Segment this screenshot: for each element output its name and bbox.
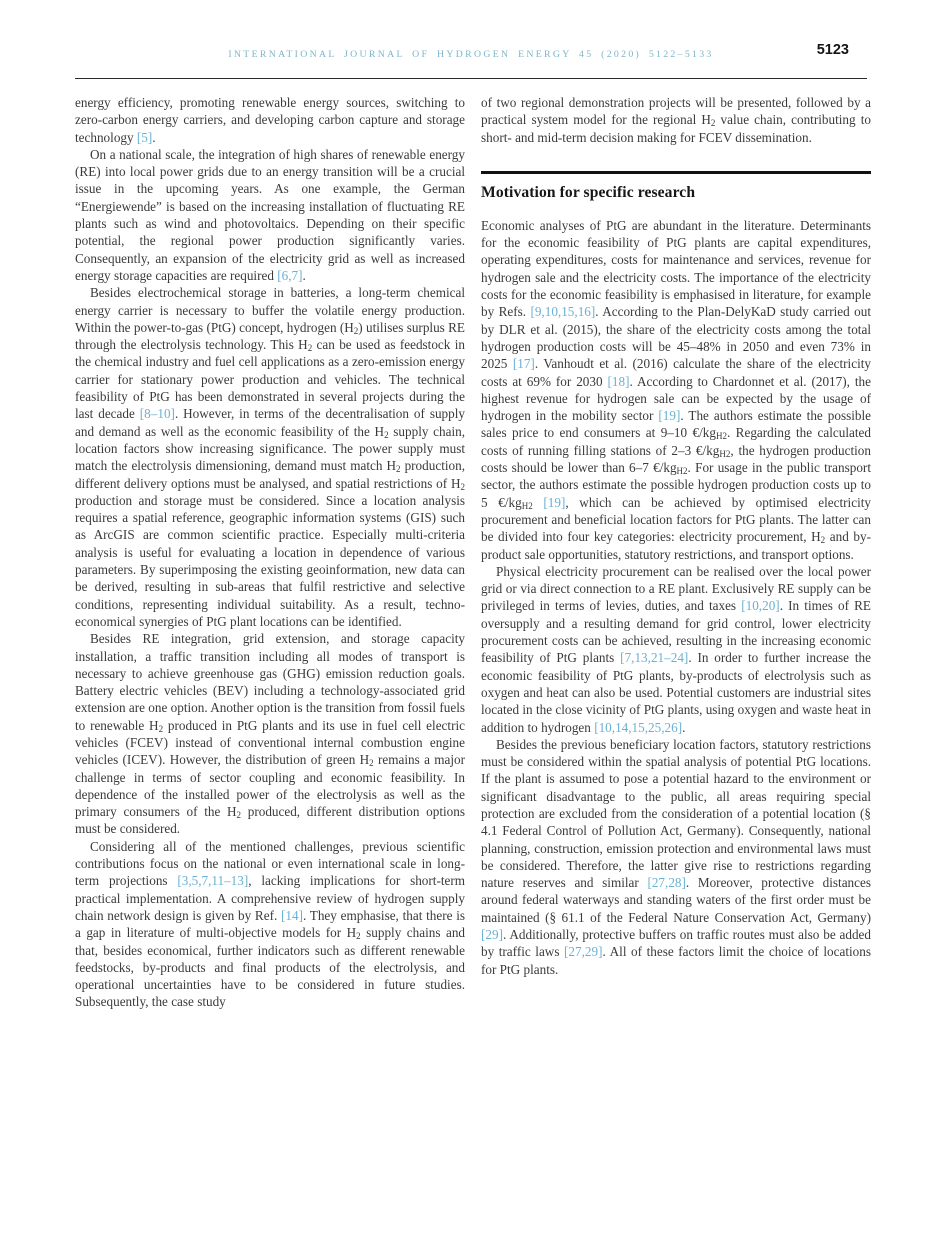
page-number: 5123 bbox=[816, 42, 849, 58]
citation-ref[interactable]: [10,20] bbox=[741, 598, 780, 614]
paragraph: Besides electrochemical storage in batteries, a long-term chemical energy carrier is necessary to buffer the volatile energy production. Within the power-to-gas (PtG) concept, hydrogen $(H_2)$ utilises surplus RE through the electrolysis technology. This $H_2$ can be used as feedstock in the chemical industry and fuel cell applications as a zero-emission energy carrier for stationary power production and vehicles. The technical feasibility of PtG has been demonstrated in several projects during the last decade [8–10]. However, in terms of the decentralisation of supply and demand as well as the economic feasibility of the $H_2$ supply chain, location factors show increasing significance. The power supply must match the electrolysis dimensioning, demand must match $H_2$ production, different delivery options must be analysed, and spatial restrictions of $H_2$ production and storage must be considered. Since a location analysis requires a spatial reference, geographic information systems (GIS) such as ArcGIS are common scientific practice. Especially multi-criteria analysis is useful for evaluating a location in dependence of various parameters. By superimposing the existing geoinformation, new data can be derived, resulting in sub-areas that fulfil restrictive and selective conditions, representing individual suitability. As a result, techno-economical synergies of PtG plant locations can be identified. bbox=[75, 285, 466, 629]
two-column-layout bbox=[75, 94, 871, 1011]
citation-ref[interactable]: [9,10,15,16] bbox=[530, 304, 596, 320]
paragraph: Considering all of the mentioned challenges, previous scientific contributions focus on the national or even international scale in long-term projections [3,5,7,11–13], lacking implications for short-term practical implementation. A comprehensive review of hydrogen supply chain network design is given by Ref. [14]. They emphasise, that there is a gap in literature of multi-objective models for $H_2$ supply chains and that, besides economical, further indicators such as different renewable feedstocks, by-products and final products of the electrolysis, and operational uncertainties have to be considered in future studies. Subsequently, the case study bbox=[75, 838, 466, 1010]
right-column bbox=[481, 94, 871, 1011]
citation-ref[interactable]: [5] bbox=[136, 129, 153, 145]
citation-ref[interactable]: [17] bbox=[512, 356, 535, 372]
journal-title: INTERNATIONAL JOURNAL OF HYDROGEN ENERGY 45 (2020) 5122–5133 bbox=[228, 49, 714, 60]
citation-ref[interactable]: [27,28] bbox=[647, 875, 686, 891]
header-rule bbox=[75, 78, 867, 79]
left-column bbox=[75, 94, 465, 1011]
citation-ref[interactable]: [19] bbox=[658, 408, 681, 424]
citation-ref[interactable]: [29] bbox=[481, 927, 503, 943]
citation-ref[interactable]: [6,7] bbox=[277, 267, 303, 283]
paragraph: energy efficiency, promoting renewable energy sources, switching to zero-carbon energy carriers, and developing carbon capture and storage technology [5]. bbox=[75, 95, 465, 145]
paragraph: Physical electricity procurement can be realised over the local power grid or via direct connection to a RE plant. Exclusively RE supply can be privileged in terms of levies, duties, and taxes [10,20]. In times of RE oversupply and a resulting demand for grid control, lower electricity procurement costs can be achieved, resulting in the increasing economic feasibility of PtG plants [7,13,21–24]. In order to further increase the economic feasibility of PtG plants, by-products of electrolysis such as oxygen and heat can also be used. Potential customers are industrial sites located in the close vicinity of PtG plants, using oxygen and waste heat in addition to hydrogen [10,14,15,25,26]. bbox=[481, 563, 871, 735]
page-header bbox=[75, 42, 867, 70]
citation-ref[interactable]: [10,14,15,25,26] bbox=[594, 719, 683, 735]
paragraph: On a national scale, the integration of high shares of renewable energy (RE) into local power grids due to an energy transition will be a crucial issue in the upcoming years. As one example, the German “Energiewende” is based on the increasing installation of fluctuating RE plants such as wind and photovoltaics. Depending on their specific potential, the regional power production significantly varies. Consequently, an expansion of the electricity grid as well as increased energy storage capacities are required [6,7]. bbox=[75, 146, 465, 283]
section-heading: Motivation for specific research bbox=[481, 171, 871, 202]
citation-ref[interactable]: [19] bbox=[543, 494, 566, 510]
citation-ref[interactable]: [27,29] bbox=[564, 944, 603, 960]
citation-ref[interactable]: [8–10] bbox=[139, 406, 175, 422]
citation-ref[interactable]: [3,5,7,11–13] bbox=[177, 873, 249, 889]
paragraph: Economic analyses of PtG are abundant in the literature. Determinants for the economic feasibility of PtG plants are capital expenditures, operating expenditures, costs for maintenance and services, revenue for hydrogen sale and the electricity costs. The importance of the electricity costs for the economic feasibility is emphasised in literature, for example by Refs. [9,10,15,16]. According to the Plan-DelyKaD study carried out by DLR et al. (2015), the share of the electricity costs among the total hydrogen production costs will be 45–48% in 2050 and even 73% in 2025 [17]. Vanhoudt et al. (2016) calculate the share of the electricity costs at 69% for 2030 [18]. According to Chardonnet et al. (2017), the highest revenue for hydrogen sale can be expected by the usage of hydrogen in the mobility sector [19]. The authors estimate the possible sales price to end consumers at 9–10 $€/kg_{H2}$. Regarding the calculated costs of running filling stations of 2–3 $€/kg_{H2}$, the hydrogen production costs should be lower than 6–7 $€/kg_{H2}$. For usage in the public transport sector, the authors estimate the possible hydrogen production costs up to 5 $€/kg_{H2}$ [19], which can be achieved by optimised electricity procurement and beneficial location factors for PtG plants. The latter can be divided into four key categories: electricity procurement, $H_2$ and by-product sale opportunities, statutory restrictions, and transport options. bbox=[481, 217, 872, 562]
citation-ref[interactable]: [18] bbox=[607, 373, 630, 389]
paragraph: Besides the previous beneficiary location factors, statutory restrictions must be considered within the spatial analysis of potential PtG locations. If the plant is assumed to pose a potential hazard to the environment or significant disadvantage to the public, all areas requiring special protection are excluded from the consideration of a potential location (§ 4.1 Federal Control of Pollution Act, Germany). Consequently, national planning, construction, emission protection and environmental laws must be considered. Therefore, the latter give rise to restrictions regarding nature reserves and similar [27,28]. Moreover, protective distances around federal waterways and standing waters of the first order must be maintained (§ 61.1 of the Federal Nature Conservation Act, Germany) [29]. Additionally, protective buffers on traffic routes must also be added by traffic laws [27,29]. All of these factors limit the choice of locations for PtG plants. bbox=[481, 736, 871, 977]
citation-ref[interactable]: [7,13,21–24] bbox=[620, 650, 689, 666]
paragraph: of two regional demonstration projects will be presented, followed by a practical system model for the regional $H_2$ value chain, contributing to short- and mid-term decision making for FCEV dissemination. bbox=[481, 95, 871, 145]
paragraph: Besides RE integration, grid extension, and storage capacity installation, a traffic transition including all modes of transport is necessary to achieve greenhouse gas (GHG) emission reduction goals. Battery electric vehicles (BEV) including a technology-associated grid extension are one option. Another option is the transition from fossil fuels to renewable $H_2$ produced in PtG plants and its use in fuel cell electric vehicles (FCEV) instead of conventional internal combustion engine vehicles (ICEV). However, the distribution of green $H_2$ remains a major challenge in terms of sector coupling and economic feasibility. In dependence of the installed power of the electrolysis as well as the primary consumers of the $H_2$ produced, different distribution options must be considered. bbox=[75, 631, 466, 837]
citation-ref[interactable]: [14] bbox=[281, 907, 303, 923]
